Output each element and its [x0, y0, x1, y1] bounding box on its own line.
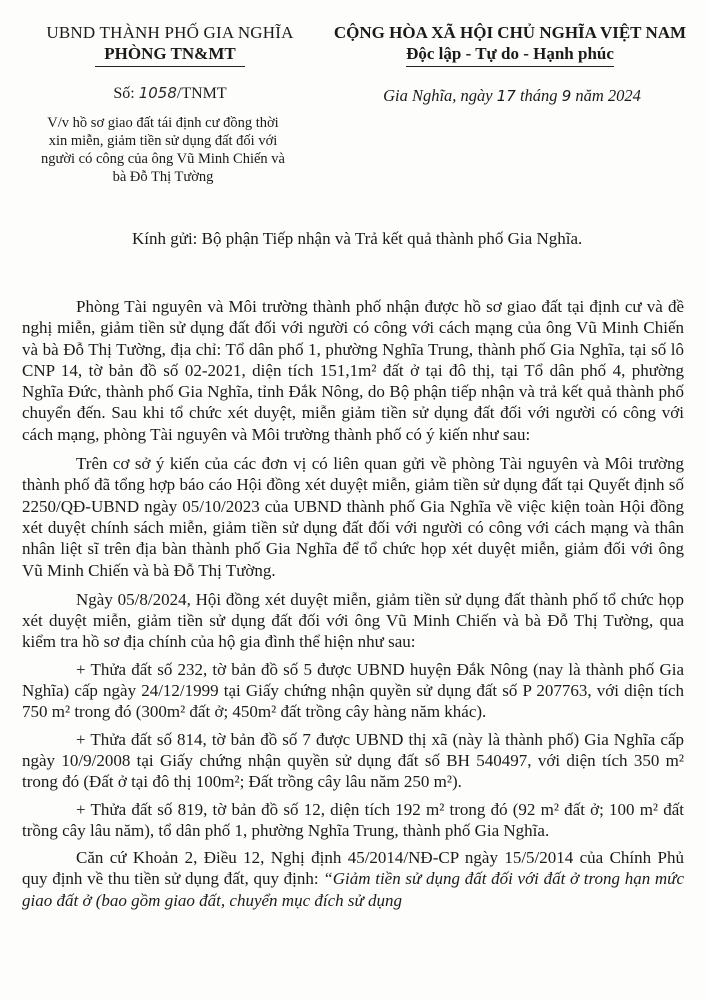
body-paragraph-meeting: Ngày 05/8/2024, Hội đồng xét duyệt miễn, giảm tiền sử dụng đất thành phố tổ chức họp xét duyệt miễn, giảm tiền sử dụng đất đối với ông Vũ Minh Chiến và bà Đỗ Thị Tường, qua kiểm tra hồ sơ địa chính của hộ gia đình thể hiện như sau: — [22, 589, 684, 652]
motto-underline — [406, 66, 614, 67]
body-paragraph-basis: Trên cơ sở ý kiến của các đơn vị có liên quan gửi về phòng Tài nguyên và Môi trường thành phố đã tổng hợp báo cáo Hội đồng xét duyệt miễn, giảm tiền sử dụng đất tại Quyết định số 2250/QĐ-UBND ngày 05/10/2023 của UBND thành phố Gia Nghĩa về việc kiện toàn Hội đồng xét duyệt chính sách miễn, giảm tiền sử dụng đất đối với người có công với cách mạng và thân nhân liệt sĩ trên địa bàn thành phố Gia Nghĩa để tổ chức họp xét duyệt miễn, giảm đối với ông Vũ Minh Chiến và bà Đỗ Thị Tường. — [22, 454, 684, 580]
date-line — [340, 86, 684, 106]
doc-number-handwritten: 1058 — [138, 84, 177, 102]
issuer-underline — [95, 66, 245, 67]
national-motto: Độc lập - Tự do - Hạnh phúc — [406, 44, 614, 63]
nation-name: CỘNG HÒA XÃ HỘI CHỦ NGHĨA VIỆT NAM — [333, 23, 687, 42]
issuer-block — [20, 22, 320, 67]
doc-number-prefix: Số: — [113, 85, 135, 102]
body-paragraph-plot-814: + Thửa đất số 814, tờ bản đồ số 7 được UBND thị xã (này là thành phố) Gia Nghĩa cấp ngày 10/9/2008 tại Giấy chứng nhận quyền sử dụng đất số BH 540497, với diện tích 350 m² trong đó (Đất ở tại đô thị 100m²; Đất trồng cây lâu năm 250 m²). — [22, 729, 684, 792]
legal-basis-text: Căn cứ Khoản 2, Điều 12, Nghị định 45/2014/NĐ-CP ngày 15/5/2014 của Chính Phủ quy định về thu tiền sử dụng đất, quy định: — [22, 848, 684, 889]
body-paragraph-intro: Phòng Tài nguyên và Môi trường thành phố nhận được hồ sơ giao đất tại định cư và đề nghị miễn, giảm tiền sử dụng đất đối với người có công với cách mạng của ông Vũ Minh Chiến và bà Đỗ Thị Tường, địa chỉ: Tổ dân phố 1, phường Nghĩa Trung, thành phố Gia Nghĩa, tại số lô CNP 14, tờ bản đồ số 02-2021, diện tích 151,1m² đất ở tại đô thị, tại Tổ dân phố 4, phường Nghĩa Đức, thành phố Gia Nghĩa, tỉnh Đắk Nông, do Bộ phận tiếp nhận và trả kết quả thành phố chuyển đến. Sau khi tổ chức xét duyệt, miễn giảm tiền sử dụng đất đối với người có công với cách mạng, phòng Tài nguyên và Môi trường thành phố có ý kiến như sau: — [22, 297, 684, 444]
date-place: Gia Nghĩa, ngày — [383, 86, 493, 105]
body-paragraph-plot-232: + Thửa đất số 232, tờ bản đồ số 5 được UBND huyện Đắk Nông (nay là thành phố Gia Nghĩa) cấp ngày 24/12/1999 tại Giấy chứng nhận quyền sử dụng đất số P 207763, với diện tích 750 m² trong đó (300m² đất ở; 450m² đất trồng cây hàng năm khác). — [22, 659, 684, 722]
document-number — [20, 84, 320, 103]
recipient-line: Kính gửi: Bộ phận Tiếp nhận và Trả kết quả thành phố Gia Nghĩa. — [132, 229, 583, 248]
body-paragraph-legal-basis — [22, 847, 684, 911]
doc-number-suffix: /TNMT — [176, 85, 227, 102]
issuer-organization: UBND THÀNH PHỐ GIA NGHĨA — [46, 23, 294, 42]
date-month-label: tháng — [519, 86, 558, 105]
date-month-handwritten: 9 — [561, 87, 572, 105]
date-day-handwritten: 17 — [496, 87, 516, 105]
document-body — [22, 296, 684, 919]
date-year: năm 2024 — [575, 86, 641, 105]
body-paragraph-plot-819: + Thửa đất số 819, tờ bản đồ số 12, diện tích 192 m² trong đó (92 m² đất ở; 100 m² đất trồng cây lâu năm), tổ dân phố 1, phường Nghĩa Trung, thành phố Gia Nghĩa. — [22, 799, 684, 840]
national-heading — [318, 22, 702, 67]
document-subject: V/v hồ sơ giao đất tái định cư đồng thời xin miễn, giảm tiền sử dụng đất đối với người có công của ông Vũ Minh Chiến và bà Đỗ Thị Tường — [40, 115, 285, 185]
issuer-department: PHÒNG TN&MT — [104, 44, 236, 63]
legal-basis-quote: “Giảm tiền sử dụng đất đối với đất ở trong hạn mức giao đất ở (bao gồm giao đất, chuyển mục đích sử dụng — [22, 869, 685, 910]
